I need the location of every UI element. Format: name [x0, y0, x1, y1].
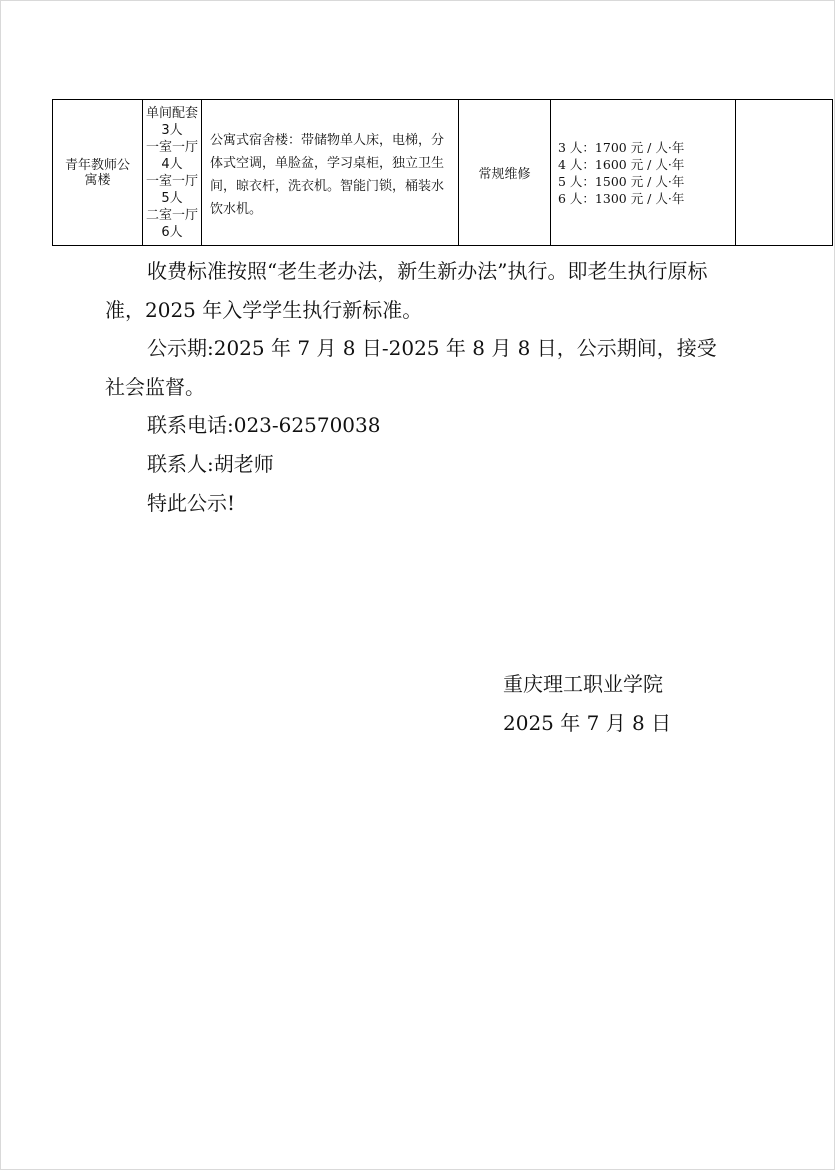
fee-table	[52, 99, 833, 246]
price-line: 5 人：1500 元 / 人·年	[558, 173, 685, 189]
price-line: 4 人：1600 元 / 人·年	[558, 156, 685, 172]
price-cell	[551, 100, 736, 246]
table-row	[53, 100, 833, 246]
price-line: 6 人：1300 元 / 人·年	[558, 190, 685, 206]
facilities-cell: 公寓式宿舍楼：带储物单人床，电梯，分体式空调，单脸盆，学习桌柜，独立卫生间，晾衣杆，洗衣机。智能门锁，桶装水饮水机。	[202, 100, 459, 246]
price-line: 3 人：1700 元 / 人·年	[558, 139, 685, 155]
service-cell: 常规维修	[459, 100, 551, 246]
closing-text: 特此公示!	[147, 491, 236, 515]
fee-policy-paragraph: 收费标准按照“老生老办法，新生新办法”执行。即老生执行原标准，2025 年入学学生执行新标准。	[105, 259, 708, 322]
room-type-cell: 单间配套3人 一室一厅4人 一室一厅5人 二室一厅6人	[143, 100, 202, 246]
notice-period-paragraph: 公示期:2025 年 7 月 8 日-2025 年 8 月 8 日，公示期间，接受社会监督。	[105, 336, 717, 399]
contact-person: 联系人:胡老师	[147, 452, 274, 476]
remarks-cell	[736, 100, 833, 246]
signature-date: 2025 年 7 月 8 日	[503, 711, 672, 735]
contact-phone: 联系电话:023-62570038	[147, 413, 381, 437]
building-cell: 青年教师公寓楼	[53, 100, 143, 246]
signature-organization: 重庆理工职业学院	[503, 672, 663, 696]
